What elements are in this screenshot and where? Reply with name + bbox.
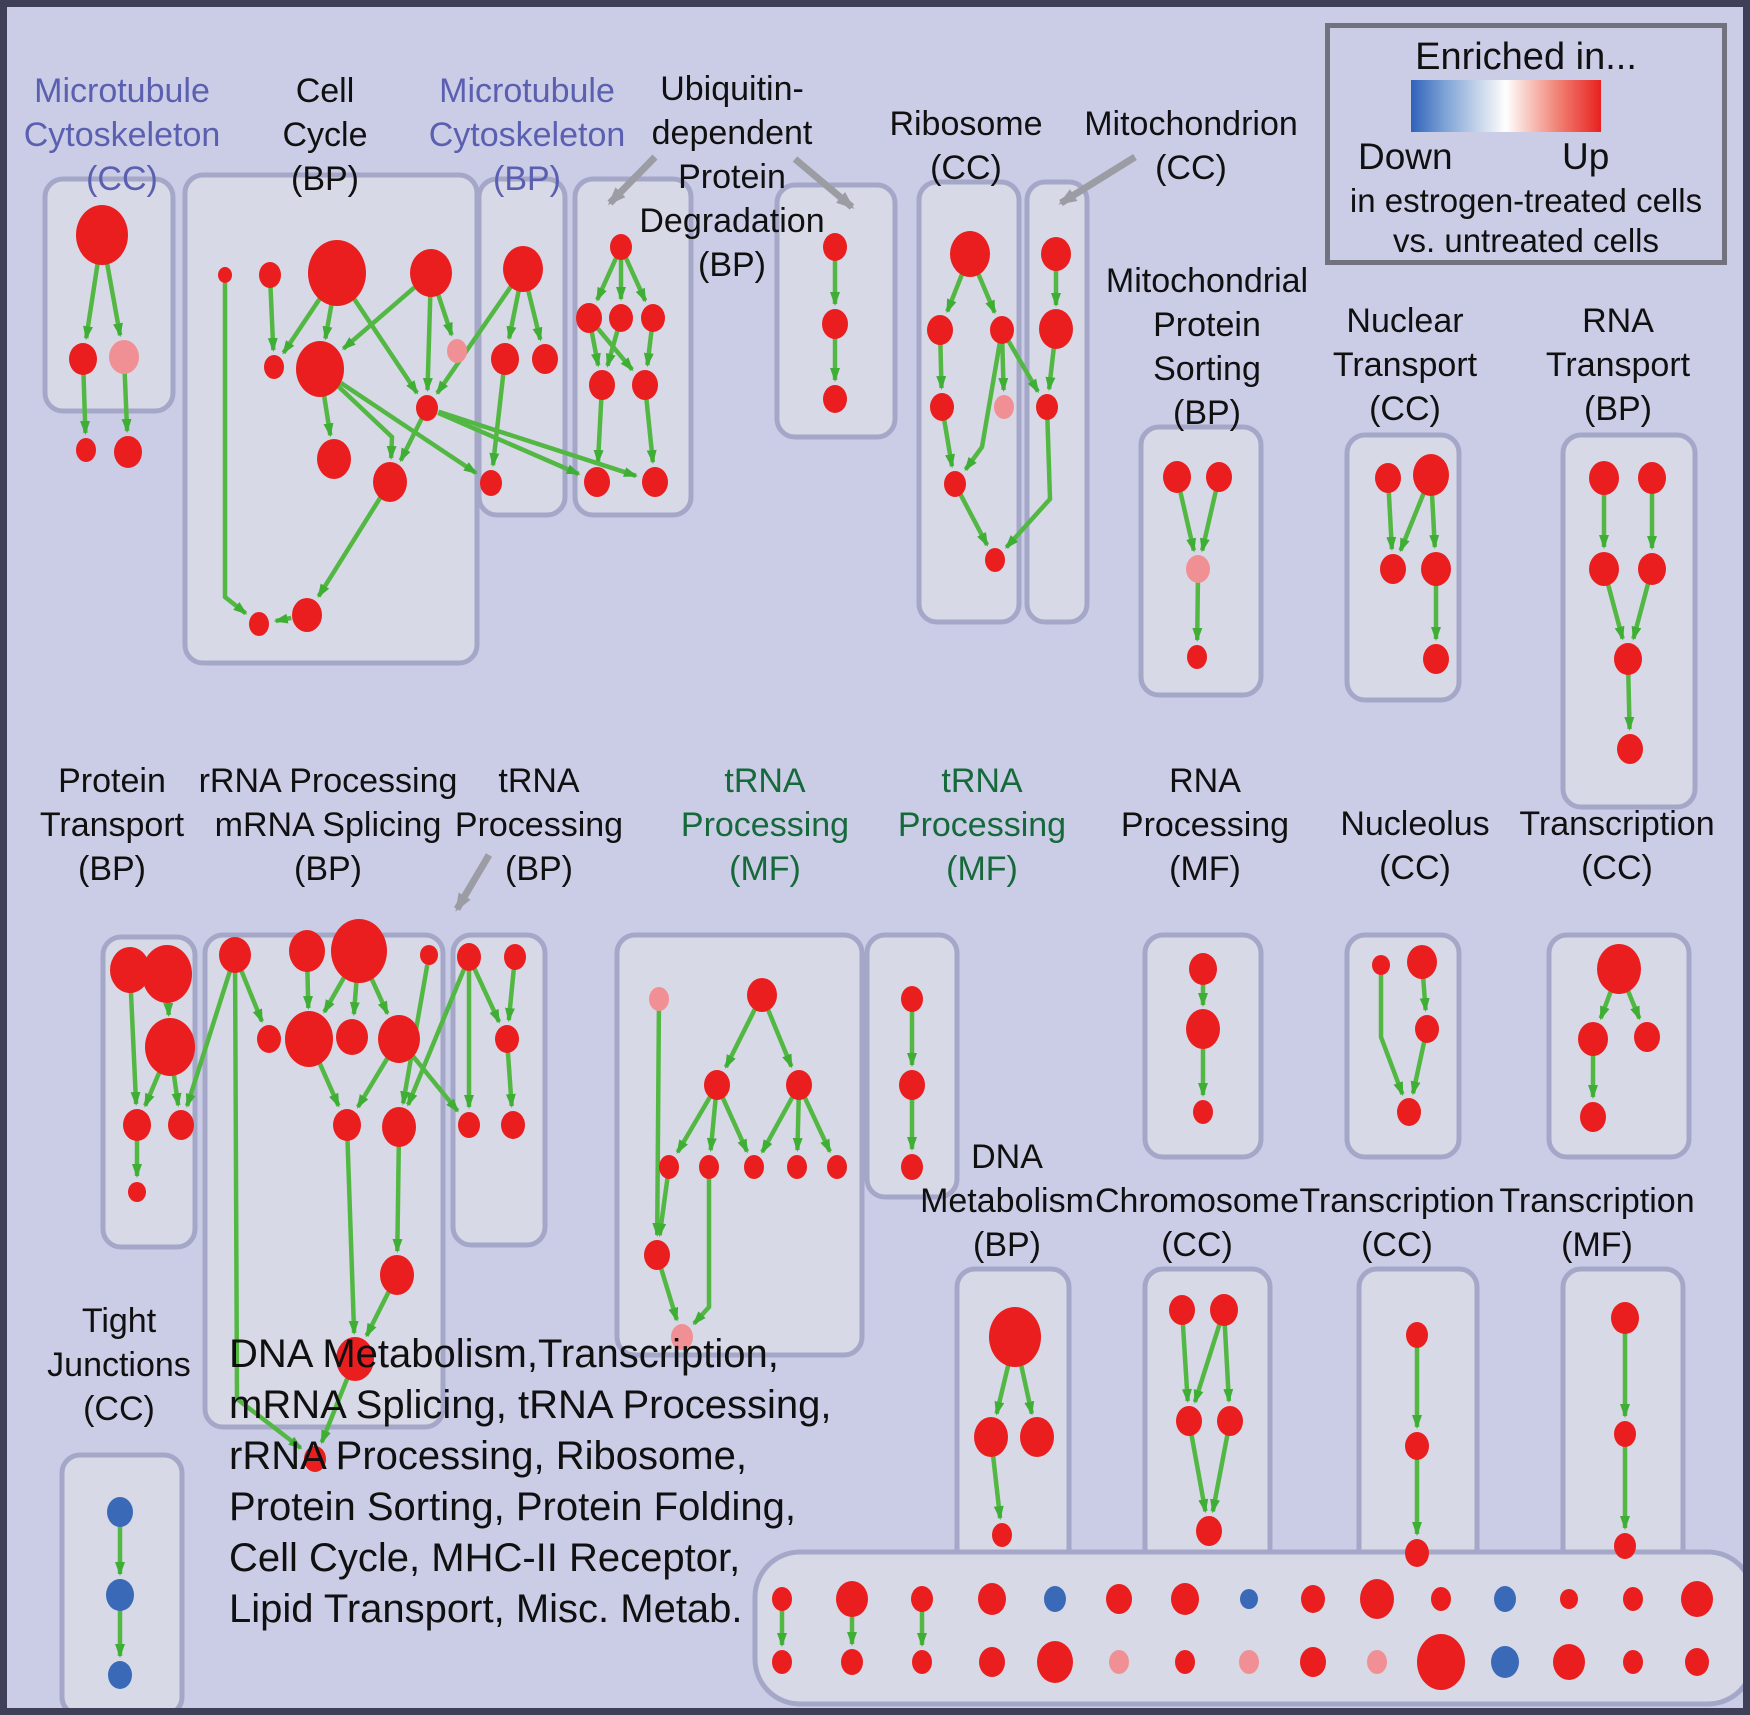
misc-text-line: Protein Sorting, Protein Folding, (229, 1485, 796, 1529)
go-term-node-up (642, 467, 668, 497)
go-term-node-up (373, 462, 407, 502)
legend-subtitle-line1: in estrogen-treated cells (1349, 182, 1703, 219)
go-term-node-weak-up (1186, 555, 1210, 583)
cluster-label-line: (CC) (1379, 849, 1451, 887)
cluster-label-line: Protein (1153, 306, 1261, 344)
relation-edge (1002, 343, 1003, 390)
relation-edge (657, 1010, 659, 1235)
cluster-label-line: (CC) (1161, 1226, 1233, 1264)
cluster-label-line: RNA (1169, 762, 1241, 800)
go-term-node-up (480, 470, 502, 496)
cluster-label-mitochondrion-cc (1021, 102, 1361, 190)
cluster-label-line: (BP) (1584, 390, 1652, 428)
go-term-node-up (1175, 1650, 1195, 1674)
go-term-node-up (331, 919, 387, 983)
go-term-node-up (504, 944, 526, 970)
legend (1325, 23, 1727, 265)
go-term-node-up (380, 1255, 414, 1295)
cluster-label-line: Transcription (1499, 1182, 1695, 1220)
cluster-label-line: Cell (295, 72, 355, 110)
go-term-node-up (457, 943, 481, 971)
cluster-label-line: (CC) (1361, 1226, 1433, 1264)
relation-edge (940, 344, 941, 388)
go-term-node-up (899, 1070, 925, 1100)
go-term-node-weak-up (109, 340, 139, 374)
cluster-label-line: Nuclear (1346, 302, 1464, 340)
go-term-node-up (1397, 1098, 1421, 1126)
cluster-label-line: DNA (971, 1138, 1043, 1176)
go-term-node-up (1685, 1648, 1709, 1676)
go-term-node-up (1187, 645, 1207, 669)
go-term-node-down (1044, 1586, 1066, 1612)
go-term-node-up (142, 945, 192, 1003)
cluster-label-line: tRNA (724, 762, 806, 800)
cluster-label-line: Processing (1120, 806, 1290, 844)
go-term-node-up (772, 1650, 792, 1674)
go-term-node-up (336, 1019, 368, 1055)
go-term-node-up (989, 1307, 1041, 1367)
go-term-node-down (108, 1661, 132, 1689)
go-term-node-up (1372, 955, 1390, 975)
go-term-node-up (410, 249, 452, 297)
go-term-node-up (704, 1070, 730, 1100)
go-term-node-up (257, 1025, 281, 1053)
go-term-node-up (1193, 1100, 1213, 1124)
cluster-label-line: RNA (1582, 302, 1654, 340)
go-term-node-up (1681, 1581, 1713, 1617)
misc-text-line: DNA Metabolism,Transcription, (229, 1332, 779, 1376)
go-term-node-up (1196, 1516, 1222, 1546)
go-term-node-up (1431, 1587, 1451, 1611)
go-term-node-up (218, 267, 232, 283)
misc-text-line: Cell Cycle, MHC-II Receptor, (229, 1536, 741, 1580)
go-term-node-up (333, 1109, 361, 1141)
go-term-node-up (950, 231, 990, 277)
legend-up-label: Up (1562, 136, 1610, 177)
go-term-node-down (1494, 1586, 1516, 1612)
cluster-label-line: Transcription (1299, 1182, 1495, 1220)
go-term-node-up (978, 1583, 1006, 1615)
go-term-node-up (378, 1015, 420, 1063)
cluster-label-line: (MF) (1561, 1226, 1633, 1264)
go-term-node-up (1405, 1432, 1429, 1460)
cluster-label-line: Transcription (1519, 805, 1715, 843)
go-term-node-up (114, 436, 142, 468)
cluster-label-line: Chromosome (1094, 1182, 1300, 1220)
go-term-node-up (979, 1647, 1005, 1677)
legend-title: Enriched in... (1415, 36, 1637, 78)
misc-text-line: mRNA Splicing, tRNA Processing, (229, 1383, 832, 1427)
go-term-node-up (532, 344, 558, 374)
go-term-node-up (1614, 1533, 1636, 1559)
go-term-node-up (992, 1523, 1012, 1547)
relation-edge (1389, 492, 1392, 549)
cluster-label-line: rRNA Processing (198, 762, 458, 800)
cluster-label-line: (CC) (930, 149, 1002, 187)
go-term-node-up (584, 467, 610, 497)
go-term-node-up (1106, 1584, 1132, 1614)
cluster-label-line: (BP) (505, 850, 573, 888)
go-term-node-up (1597, 944, 1641, 994)
go-term-node-up (1417, 1634, 1465, 1690)
cluster-label-line: Mitochondrion (1084, 105, 1298, 143)
go-term-node-up (1578, 1022, 1608, 1056)
cluster-label-line: Cycle (282, 116, 368, 154)
go-term-node-weak-up (994, 395, 1014, 419)
cluster-label-line: (BP) (291, 160, 359, 198)
go-term-node-up (927, 315, 953, 345)
go-term-node-weak-up (1109, 1650, 1129, 1674)
cluster-label-line: (CC) (1581, 849, 1653, 887)
cluster-label-line: Metabolism (920, 1182, 1094, 1220)
go-term-node-up (1589, 461, 1619, 495)
go-term-node-up (944, 471, 966, 497)
relation-edge (354, 980, 357, 1014)
cluster-label-line: Processing (680, 806, 850, 844)
go-term-node-up (930, 393, 954, 421)
cluster-label-line: tRNA (941, 762, 1023, 800)
go-term-node-up (1176, 1406, 1202, 1436)
go-term-node-weak-up (447, 339, 467, 363)
go-term-node-up (308, 240, 366, 306)
go-term-node-up (76, 438, 96, 462)
go-term-node-up (1360, 1579, 1394, 1619)
go-term-node-up (822, 309, 848, 339)
cluster-label-line: (CC) (86, 160, 158, 198)
go-term-node-up (911, 1586, 933, 1612)
go-term-node-up (1189, 953, 1217, 985)
go-term-node-up (1375, 463, 1401, 493)
cluster-label-line: (MF) (946, 850, 1018, 888)
cluster-label-line: Nucleolus (1340, 805, 1490, 843)
go-term-node-up (836, 1581, 868, 1617)
go-term-node-up (317, 439, 351, 479)
go-term-node-up (589, 370, 615, 400)
cluster-label-line: mRNA Splicing (214, 806, 442, 844)
go-term-node-up (296, 341, 344, 397)
go-term-node-up (841, 1649, 863, 1675)
go-term-node-up (1611, 1302, 1639, 1334)
go-term-node-up (974, 1417, 1008, 1457)
go-term-node-up (249, 612, 269, 636)
go-term-node-weak-up (1367, 1650, 1387, 1674)
go-term-node-up (1634, 1022, 1660, 1052)
go-term-node-up (128, 1182, 146, 1202)
go-term-node-up (69, 343, 97, 375)
go-term-node-up (458, 1112, 480, 1138)
cluster-label-line: (CC) (1369, 390, 1441, 428)
go-term-node-up (1380, 554, 1406, 584)
go-term-node-up (382, 1107, 416, 1147)
misc-text-line: Lipid Transport, Misc. Metab. (229, 1587, 743, 1631)
go-term-node-up (609, 304, 633, 332)
cluster-label-line: Junctions (47, 1346, 191, 1384)
go-term-node-up (699, 1155, 719, 1179)
go-term-node-up (641, 304, 665, 332)
relation-edge (428, 295, 431, 390)
cluster-label-line: (BP) (1173, 394, 1241, 432)
go-term-node-up (289, 930, 325, 972)
go-term-node-up (1210, 1294, 1238, 1326)
go-term-node-up (1020, 1417, 1054, 1457)
go-term-node-up (1638, 462, 1666, 494)
relation-edge (797, 1099, 798, 1150)
go-term-node-up (145, 1018, 195, 1076)
legend-gradient-bar (1411, 80, 1601, 132)
relation-edge (1423, 978, 1425, 1010)
cluster-label-line: Processing (454, 806, 624, 844)
go-term-node-up (168, 1110, 194, 1140)
go-term-node-up (632, 370, 658, 400)
go-term-node-weak-up (649, 987, 669, 1011)
go-term-node-up (1407, 945, 1437, 979)
cluster-label-line: Processing (897, 806, 1067, 844)
cluster-label-line: Cytoskeleton (23, 116, 221, 154)
go-term-node-up (501, 1111, 525, 1139)
go-term-node-up (1169, 1295, 1195, 1325)
cluster-label-line: Transport (1545, 346, 1691, 384)
cluster-label-line: (BP) (78, 850, 146, 888)
go-term-node-up (1405, 1539, 1429, 1567)
go-term-node-up (1614, 1421, 1636, 1447)
go-term-node-up (787, 1155, 807, 1179)
go-term-node-up (420, 945, 438, 965)
go-term-node-up (985, 548, 1005, 572)
cluster-label-line: Mitochondrial (1105, 262, 1309, 300)
go-term-node-up (76, 205, 128, 265)
go-term-node-up (1560, 1589, 1578, 1609)
relation-edge (276, 618, 292, 621)
go-term-node-up (644, 1240, 670, 1270)
cluster-label-line: Microtubule (34, 72, 210, 110)
go-term-node-up (1171, 1583, 1199, 1615)
go-term-node-up (1614, 643, 1642, 675)
go-term-node-up (1623, 1587, 1643, 1611)
cluster-label-line: (BP) (294, 850, 362, 888)
cluster-label-line: Tight (81, 1302, 157, 1340)
go-term-node-up (1217, 1406, 1243, 1436)
cluster-label-line: Transport (39, 806, 185, 844)
go-term-node-up (747, 978, 777, 1012)
cluster-label-line: (BP) (493, 160, 561, 198)
cluster-label-rna-transport-bp (1448, 299, 1750, 431)
cluster-box-misc-cluster (755, 1552, 1750, 1704)
cluster-label-line: (CC) (1155, 149, 1227, 187)
go-term-node-up (1413, 454, 1449, 496)
go-term-node-up (1206, 462, 1232, 492)
go-term-node-weak-up (1239, 1650, 1259, 1674)
cluster-label-line: (MF) (1169, 850, 1241, 888)
go-term-node-up (576, 303, 602, 333)
relation-edge (84, 374, 86, 433)
go-term-node-up (1300, 1647, 1326, 1677)
go-term-node-up (503, 246, 543, 292)
go-term-node-up (744, 1155, 764, 1179)
go-term-node-up (1415, 1015, 1439, 1043)
go-term-node-up (912, 1650, 932, 1674)
go-term-node-down (1491, 1646, 1519, 1678)
relation-edge (271, 287, 274, 350)
misc-categories-text (229, 1329, 831, 1635)
legend-down-label: Down (1358, 136, 1453, 177)
go-term-node-up (264, 355, 284, 379)
go-term-node-up (786, 1070, 812, 1100)
go-term-node-up (990, 316, 1014, 344)
go-term-node-up (1623, 1650, 1643, 1674)
go-term-node-up (285, 1011, 333, 1067)
legend-subtitle-line2: vs. untreated cells (1393, 222, 1659, 259)
cluster-label-line: Protein (678, 158, 786, 196)
cluster-label-line: Ubiquitin- (660, 70, 804, 108)
cluster-label-transcription-mf (1427, 1179, 1750, 1267)
cluster-label-line: (CC) (83, 1390, 155, 1428)
go-term-node-down (107, 1497, 133, 1527)
relation-edge (125, 373, 127, 431)
cluster-label-line: Ribosome (889, 105, 1043, 143)
go-term-node-up (823, 385, 847, 413)
go-term-node-up (1406, 1322, 1428, 1348)
go-term-node-up (1580, 1102, 1606, 1132)
go-term-node-up (659, 1155, 679, 1179)
go-term-node-down (1240, 1589, 1258, 1609)
go-term-node-down (106, 1579, 134, 1611)
cluster-label-line: (BP) (973, 1226, 1041, 1264)
go-term-node-up (219, 937, 251, 973)
go-term-node-up (292, 598, 322, 632)
go-term-node-up (495, 1025, 519, 1053)
go-term-node-up (1553, 1644, 1585, 1680)
relation-edge (307, 970, 308, 1008)
go-term-node-up (491, 343, 519, 375)
go-term-node-up (123, 1109, 151, 1141)
cluster-label-line: Protein (58, 762, 166, 800)
go-term-node-up (1617, 734, 1643, 764)
cluster-label-line: (BP) (698, 246, 766, 284)
go-term-node-up (1423, 644, 1449, 674)
go-term-node-up (1301, 1585, 1325, 1613)
go-term-node-up (1589, 552, 1619, 586)
go-term-node-up (416, 395, 438, 421)
go-term-node-up (259, 262, 281, 288)
go-term-node-up (1037, 1641, 1073, 1683)
cluster-label-line: (MF) (729, 850, 801, 888)
go-term-node-up (1163, 461, 1191, 493)
relation-edge (1197, 582, 1198, 640)
go-term-node-up (1186, 1009, 1220, 1049)
cluster-label-line: Degradation (639, 202, 825, 240)
relation-edge (1628, 674, 1629, 729)
cluster-label-transcription-cc-top (1447, 802, 1750, 890)
cluster-label-line: Transport (1332, 346, 1478, 384)
cluster-label-line: Sorting (1153, 350, 1261, 388)
go-term-node-up (1421, 552, 1451, 586)
cluster-label-line: Cytoskeleton (428, 116, 626, 154)
cluster-label-line: dependent (651, 114, 813, 152)
relation-edge (397, 1145, 399, 1251)
cluster-label-line: tRNA (498, 762, 580, 800)
go-term-node-up (1638, 553, 1666, 585)
misc-text-line: rRNA Processing, Ribosome, (229, 1434, 747, 1478)
go-term-node-up (901, 986, 923, 1012)
cluster-label-line: Microtubule (439, 72, 615, 110)
relation-edge (1432, 494, 1435, 547)
